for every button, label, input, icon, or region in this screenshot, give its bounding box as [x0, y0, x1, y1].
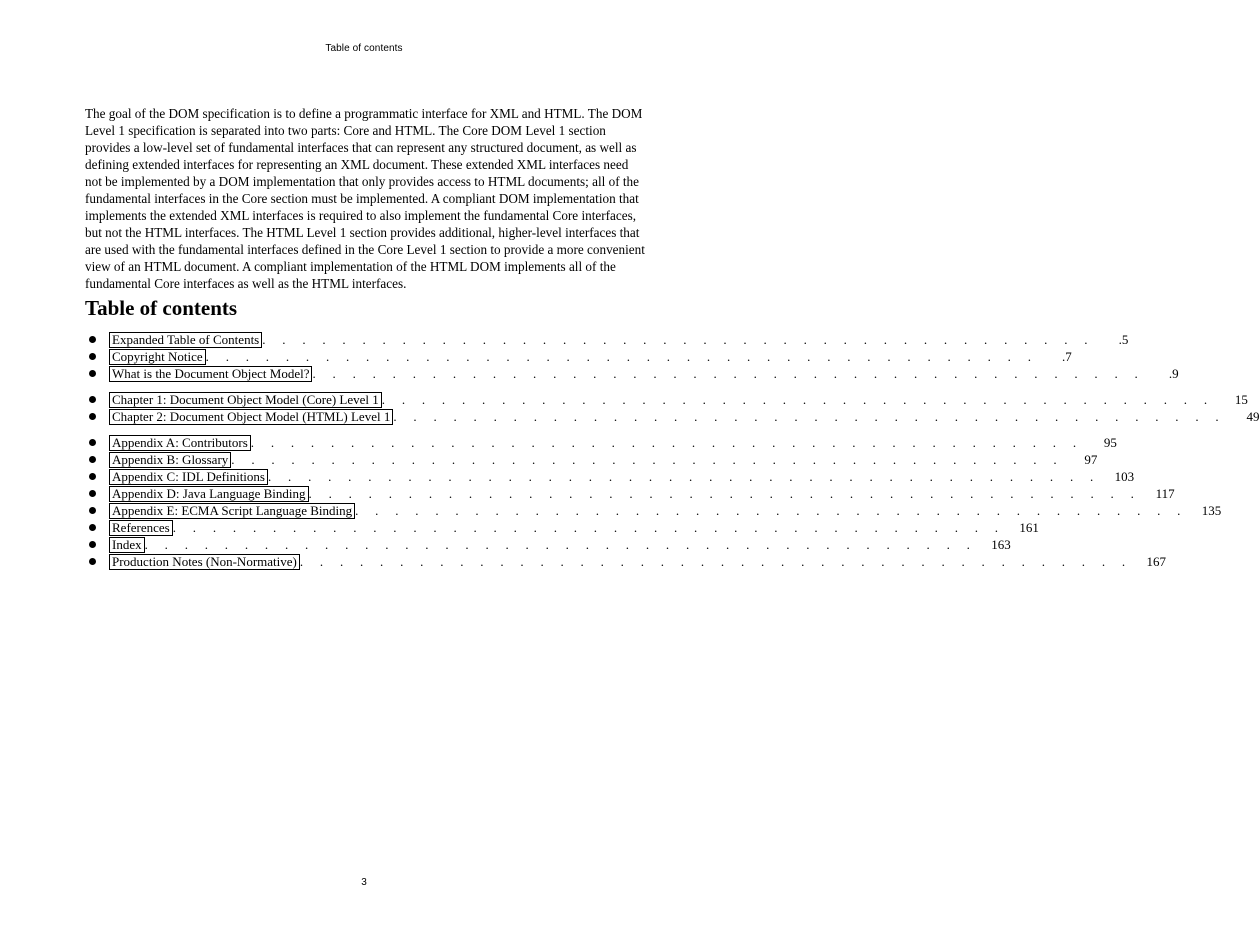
toc-page-number: 95: [1103, 435, 1117, 450]
dot-leader: ..........................................: [381, 392, 1224, 407]
dot-leader: ..........................................: [205, 349, 1048, 364]
toc-group-chapters: [85, 391, 1259, 425]
toc-link-expanded-contents[interactable]: Expanded Table of Contents: [109, 332, 262, 348]
toc-page-number: .5: [1118, 332, 1129, 347]
toc-page-number: 167: [1146, 554, 1166, 569]
dot-leader: ..........................................: [299, 554, 1142, 569]
toc-page-number: 135: [1201, 503, 1222, 518]
dot-leader: ..........................................: [267, 469, 1111, 484]
toc-page-number: .7: [1062, 349, 1072, 364]
dot-leader: ..........................................: [144, 537, 987, 552]
toc-entry: [85, 391, 1248, 408]
bullet-icon: [89, 473, 96, 480]
toc-link-appendix-a[interactable]: Appendix A: Contributors: [109, 435, 251, 451]
bullet-icon: [89, 370, 96, 377]
dot-leader: ..........................................: [312, 366, 1155, 381]
table-of-contents: [85, 331, 1259, 579]
intro-paragraph: The goal of the DOM specification is to define a programmatic interface for XML and HTML. The DOM Level 1 specification is separated into two parts: Core and HTML. The Core DOM Level 1 section provides a low-level set of fundamental interfaces that can represent any structured document, as well as defining extended interfaces for representing an XML document. These extended XML interfaces need not be implemented by a DOM implementation that only provides access to HTML documents; all of the fundamental interfaces in the Core section must be implemented. A compliant DOM implementation that implements the extended XML interfaces is required to also implement the fundamental Core interfaces, but not the HTML interfaces. The HTML Level 1 section provides additional, higher-level interfaces that are used with the fundamental interfaces defined in the Core Level 1 section to provide a more convenient view of an HTML document. A compliant implementation of the HTML DOM implements all of the fundamental Core interfaces as well as the HTML interfaces.: [85, 106, 645, 291]
toc-page-number: .9: [1168, 366, 1179, 381]
toc-group-appendices: [85, 434, 1222, 570]
toc-link-appendix-b[interactable]: Appendix B: Glossary: [109, 452, 231, 468]
bullet-icon: [89, 490, 96, 497]
toc-entry: [85, 434, 1117, 451]
dot-leader: ..........................................: [250, 435, 1093, 450]
bullet-icon: [89, 507, 96, 514]
toc-page-number: 161: [1019, 520, 1039, 535]
toc-entry: [85, 365, 1179, 382]
toc-entry: [85, 331, 1129, 348]
toc-entry: [85, 536, 1011, 553]
toc-heading: Table of contents: [85, 296, 238, 320]
toc-entry: [85, 502, 1222, 519]
toc-link-appendix-e[interactable]: Appendix E: ECMA Script Language Binding: [109, 503, 355, 519]
toc-page-number: 49: [1246, 409, 1259, 424]
running-header: Table of contents: [325, 43, 403, 54]
bullet-icon: [89, 336, 96, 343]
bullet-icon: [89, 439, 96, 446]
toc-entry: [85, 519, 1039, 536]
toc-link-production-notes[interactable]: Production Notes (Non-Normative): [109, 554, 300, 570]
dot-leader: ..........................................: [262, 332, 1105, 347]
toc-entry: [85, 348, 1072, 365]
dot-leader: ..........................................: [308, 486, 1151, 501]
toc-link-chapter-2[interactable]: Chapter 2: Document Object Model (HTML) Level 1: [109, 409, 393, 425]
toc-link-index[interactable]: Index: [109, 537, 145, 553]
toc-entry: [85, 468, 1135, 485]
toc-page-number: 97: [1084, 452, 1098, 467]
dot-leader: ..........................................: [355, 503, 1198, 518]
bullet-icon: [89, 541, 96, 548]
toc-link-appendix-c[interactable]: Appendix C: IDL Definitions: [109, 469, 268, 485]
toc-page-number: 163: [991, 537, 1011, 552]
toc-link-copyright-notice[interactable]: Copyright Notice: [109, 349, 206, 365]
toc-entry: [85, 485, 1175, 502]
dot-leader: ..........................................: [172, 520, 1015, 535]
bullet-icon: [89, 558, 96, 565]
page-number: 3: [361, 877, 367, 888]
bullet-icon: [89, 456, 96, 463]
dot-leader: ..........................................: [231, 452, 1074, 467]
toc-entry: [85, 408, 1259, 425]
toc-link-chapter-1[interactable]: Chapter 1: Document Object Model (Core) Level 1: [109, 392, 382, 408]
bullet-icon: [89, 524, 96, 531]
toc-link-what-is-dom[interactable]: What is the Document Object Model?: [109, 366, 312, 382]
toc-entry: [85, 451, 1098, 468]
dot-leader: ..........................................: [393, 409, 1236, 424]
toc-entry: [85, 553, 1166, 570]
toc-link-references[interactable]: References: [109, 520, 173, 536]
bullet-icon: [89, 353, 96, 360]
bullet-icon: [89, 396, 96, 403]
bullet-icon: [89, 413, 96, 420]
toc-link-appendix-d[interactable]: Appendix D: Java Language Binding: [109, 486, 309, 502]
toc-page-number: 103: [1114, 469, 1135, 484]
toc-page-number: 15: [1234, 392, 1248, 407]
toc-page-number: 117: [1155, 486, 1175, 501]
toc-group-front-matter: [85, 331, 1179, 382]
